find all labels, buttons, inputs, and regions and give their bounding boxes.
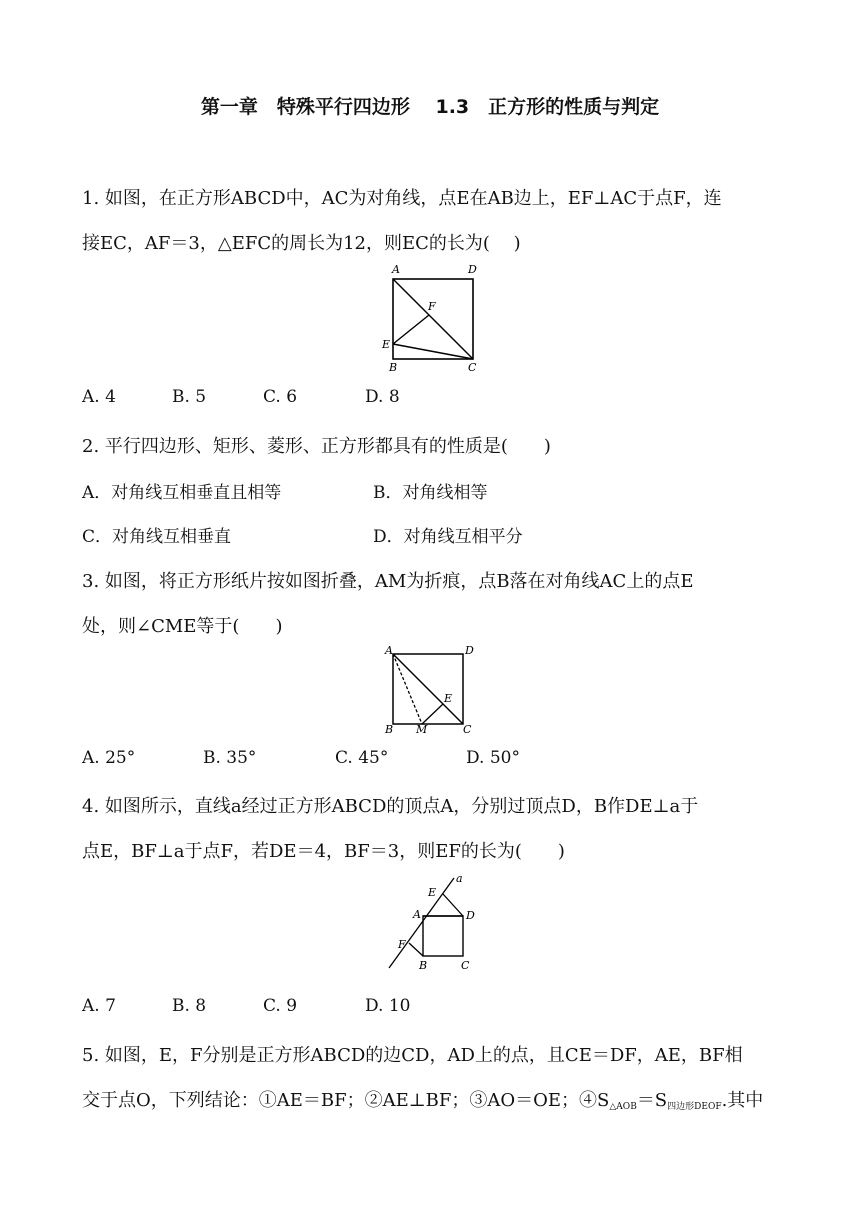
q1-option-b: B. 5 (172, 387, 207, 407)
q3-label-d: D (465, 644, 474, 657)
q5-line-1: 5. 如图，E，F分别是正方形ABCD的边CD，AD上的点，且CE＝DF，AE，BF相 (82, 1045, 743, 1066)
q4-line-2: 点E，BF⊥a于点F，若DE＝4，BF＝3，则EF的长为( ) (82, 841, 565, 862)
q4-label-f: F (398, 938, 406, 951)
q3-label-c: C (463, 723, 472, 736)
q1-label-b: B (389, 361, 398, 374)
q3-option-b: B. 35° (203, 748, 257, 768)
q4-label-a: A (413, 908, 421, 921)
q5-line-2 (82, 1086, 763, 1112)
q3-line-2: 处，则∠CME等于( ) (82, 616, 283, 637)
q1-label-c: C (468, 361, 477, 374)
q4-label-c: C (461, 959, 470, 972)
q5-line-2-text-c: .其中 (721, 1090, 764, 1111)
q1-label-f: F (428, 300, 436, 313)
q4-figure (382, 868, 482, 980)
q3-line-1: 3. 如图，将正方形纸片按如图折叠，AM为折痕，点B落在对角线AC上的点E (82, 571, 694, 592)
q4-option-d: D. 10 (365, 996, 411, 1016)
q4-option-c: C. 9 (263, 996, 298, 1016)
q4-line-1: 4. 如图所示，直线a经过正方形ABCD的顶点A，分别过顶点D，B作DE⊥a于 (82, 796, 699, 817)
q1-label-e: E (382, 338, 391, 351)
page-title: 第一章 特殊平行四边形 1.3 正方形的性质与判定 (200, 96, 660, 118)
q2-line-1: 2. 平行四边形、矩形、菱形、正方形都具有的性质是( ) (82, 436, 551, 457)
q5-subscript-quad-deof: 四边形DEOF (667, 1102, 722, 1112)
q4-label-b: B (419, 959, 428, 972)
q1-figure (378, 258, 488, 378)
q1-label-a: A (392, 263, 400, 276)
q2-option-b: B．对角线相等 (373, 483, 488, 503)
q1-label-d: D (468, 263, 477, 276)
q3-label-e: E (444, 692, 453, 705)
q3-label-m: M (416, 723, 428, 736)
q2-option-a: A．对角线互相垂直且相等 (82, 483, 282, 503)
q1-line-1: 1. 如图，在正方形ABCD中，AC为对角线，点E在AB边上，EF⊥AC于点F，连 (82, 188, 722, 209)
q1-option-c: C. 6 (263, 387, 298, 407)
q3-label-b: B (385, 723, 394, 736)
q2-option-c: C．对角线互相垂直 (82, 527, 232, 547)
q4-label-a-line: a (456, 872, 463, 885)
q3-label-a: A (385, 644, 393, 657)
q3-figure (380, 642, 480, 738)
q5-line-2-text-b: ＝S (636, 1090, 668, 1111)
q1-line-2: 接EC，AF＝3，△EFC的周长为12，则EC的长为( ) (82, 233, 521, 254)
q3-option-d: D. 50° (466, 748, 520, 768)
q2-option-d: D．对角线互相平分 (373, 527, 523, 547)
q4-option-b: B. 8 (172, 996, 207, 1016)
q5-subscript-triangle-aob: △AOB (609, 1102, 637, 1112)
q3-option-a: A. 25° (82, 748, 136, 768)
q3-option-c: C. 45° (335, 748, 389, 768)
q4-option-a: A. 7 (82, 996, 116, 1016)
q4-label-e: E (428, 886, 437, 899)
q4-label-d: D (466, 909, 475, 922)
q1-option-a: A. 4 (82, 387, 116, 407)
q1-option-d: D. 8 (365, 387, 400, 407)
q5-line-2-text-a: 交于点O，下列结论：①AE＝BF；②AE⊥BF；③AO＝OE；④S (82, 1090, 610, 1111)
